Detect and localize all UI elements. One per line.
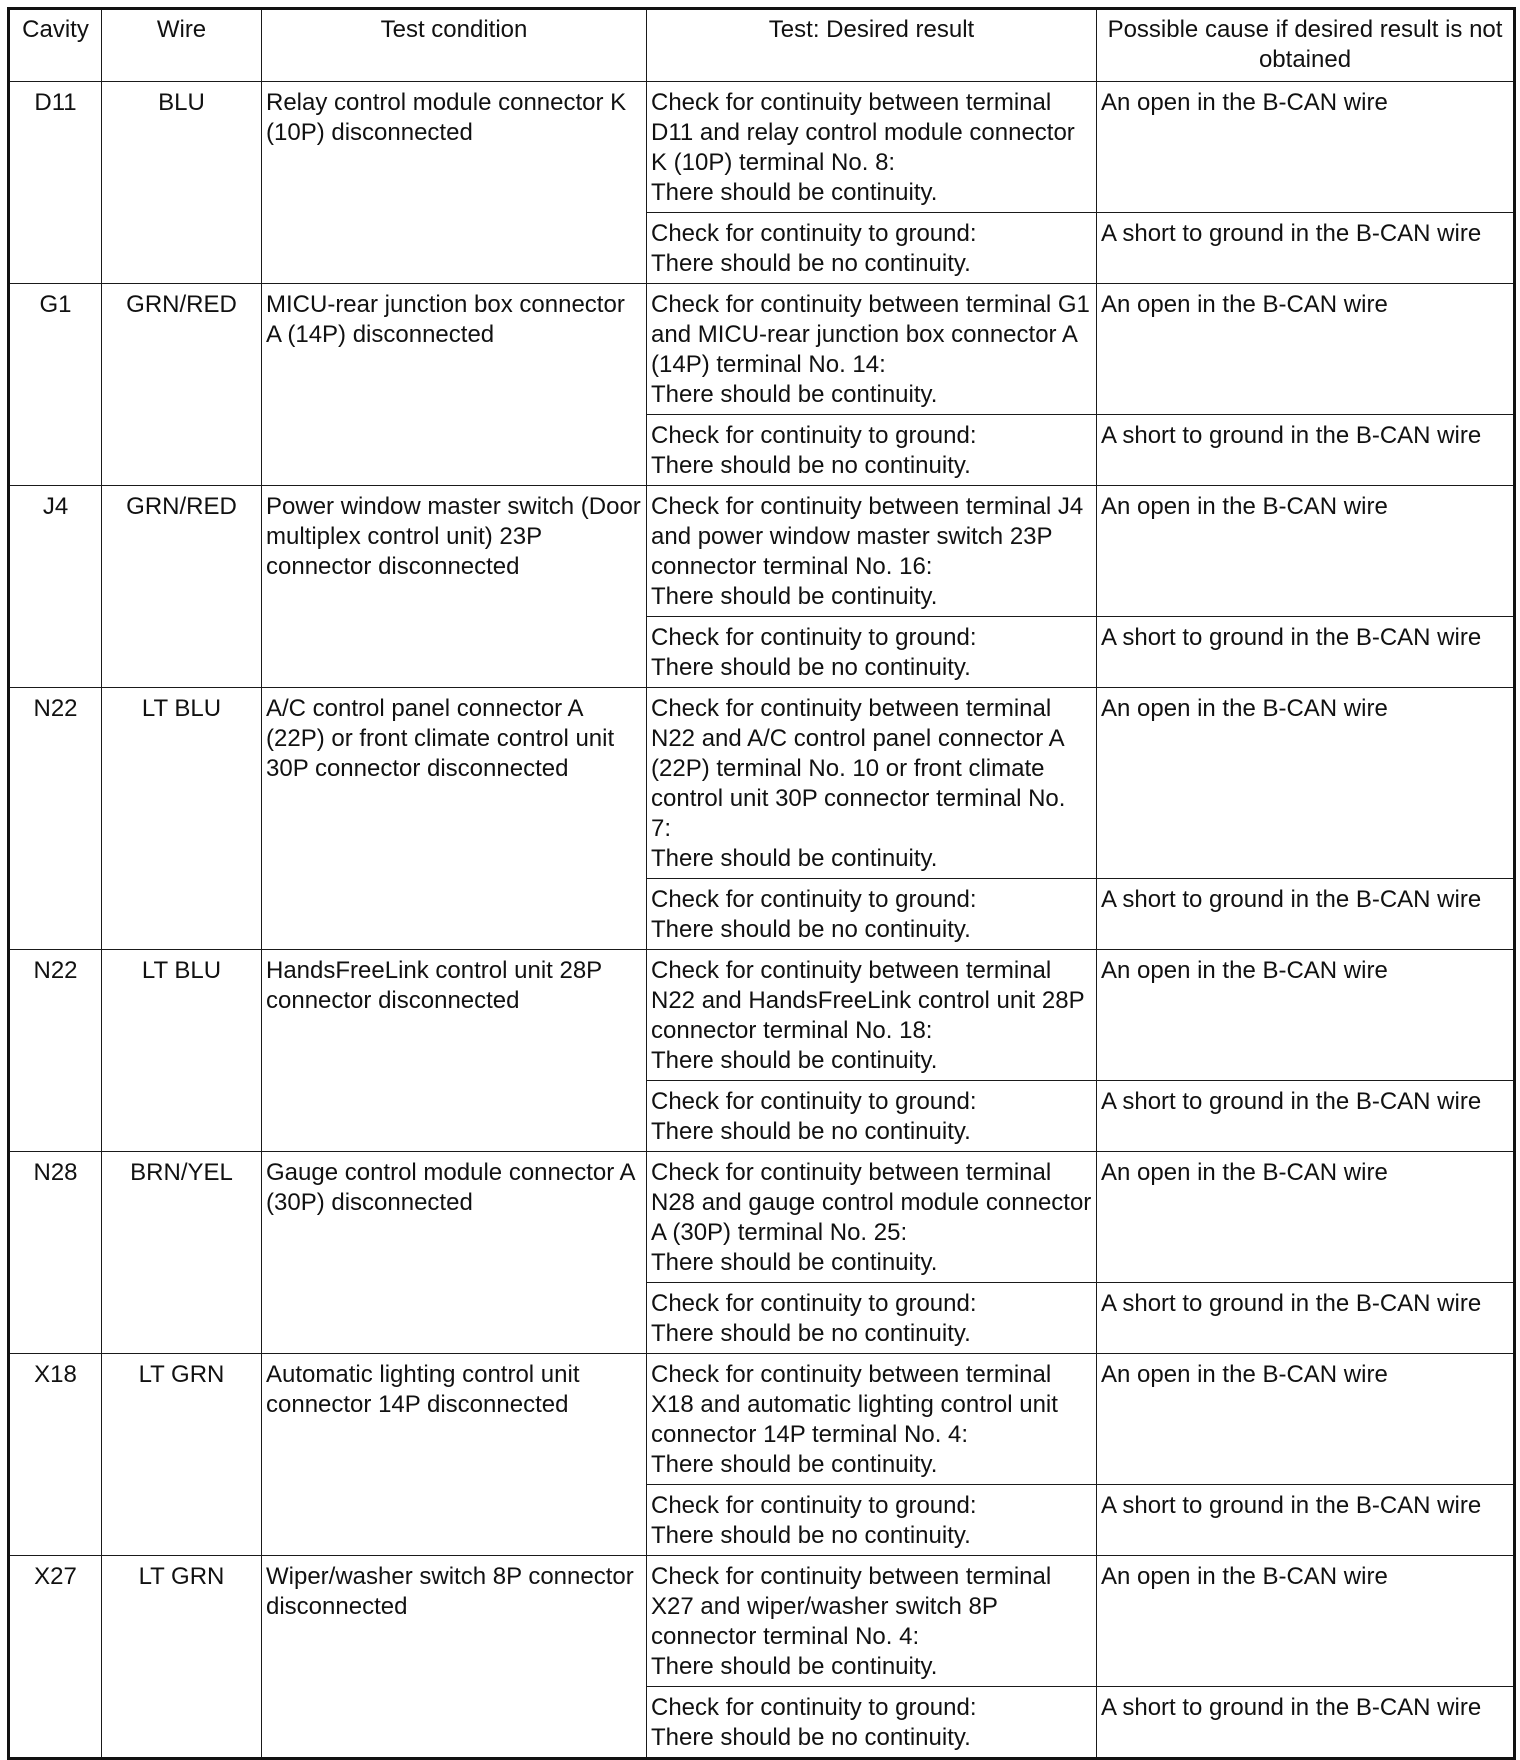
header-test-condition: Test condition (262, 9, 647, 82)
table-row (9, 1354, 1515, 1485)
cavity-cell: N22 (9, 688, 102, 950)
open-cause-cell: An open in the B-CAN wire (1097, 284, 1515, 415)
header-desired-result: Test: Desired result (647, 9, 1097, 82)
table-row (9, 688, 1515, 879)
wire-cell: LT BLU (102, 950, 262, 1152)
wire-cell: BLU (102, 82, 262, 284)
open-cause-cell: An open in the B-CAN wire (1097, 1556, 1515, 1687)
table-row (9, 486, 1515, 617)
test-condition-cell: HandsFreeLink control unit 28P connector disconnected (262, 950, 647, 1152)
cavity-cell: D11 (9, 82, 102, 284)
document-sheet (7, 7, 1513, 1760)
cavity-cell: X27 (9, 1556, 102, 1759)
continuity-result-cell: Check for continuity between terminal X27 and wiper/washer switch 8P connector terminal No. 4: There should be continuity. (647, 1556, 1097, 1687)
wire-cell: BRN/YEL (102, 1152, 262, 1354)
table-row (9, 82, 1515, 213)
open-cause-cell: An open in the B-CAN wire (1097, 1354, 1515, 1485)
continuity-result-cell: Check for continuity between terminal D11 and relay control module connector K (10P) terminal No. 8: There should be continuity. (647, 82, 1097, 213)
cavity-cell: J4 (9, 486, 102, 688)
test-condition-cell: MICU-rear junction box connector A (14P) disconnected (262, 284, 647, 486)
continuity-result-cell: Check for continuity between terminal G1 and MICU-rear junction box connector A (14P) terminal No. 14: There should be continuity. (647, 284, 1097, 415)
open-cause-cell: An open in the B-CAN wire (1097, 688, 1515, 879)
ground-result-cell: Check for continuity to ground: There should be no continuity. (647, 415, 1097, 486)
wire-cell: GRN/RED (102, 486, 262, 688)
wire-cell: LT BLU (102, 688, 262, 950)
cavity-cell: N22 (9, 950, 102, 1152)
ground-result-cell: Check for continuity to ground: There should be no continuity. (647, 1283, 1097, 1354)
continuity-result-cell: Check for continuity between terminal N28 and gauge control module connector A (30P) terminal No. 25: There should be continuity. (647, 1152, 1097, 1283)
table-row (9, 1556, 1515, 1687)
test-condition-cell: Gauge control module connector A (30P) disconnected (262, 1152, 647, 1354)
cavity-cell: G1 (9, 284, 102, 486)
header-wire: Wire (102, 9, 262, 82)
short-cause-cell: A short to ground in the B-CAN wire (1097, 1687, 1515, 1759)
test-condition-cell: A/C control panel connector A (22P) or front climate control unit 30P connector disconnected (262, 688, 647, 950)
continuity-result-cell: Check for continuity between terminal N22 and HandsFreeLink control unit 28P connector terminal No. 18: There should be continuity. (647, 950, 1097, 1081)
test-condition-cell: Wiper/washer switch 8P connector disconnected (262, 1556, 647, 1759)
continuity-result-cell: Check for continuity between terminal X18 and automatic lighting control unit connector 14P terminal No. 4: There should be continuity. (647, 1354, 1097, 1485)
short-cause-cell: A short to ground in the B-CAN wire (1097, 213, 1515, 284)
ground-result-cell: Check for continuity to ground: There should be no continuity. (647, 879, 1097, 950)
continuity-result-cell: Check for continuity between terminal N22 and A/C control panel connector A (22P) terminal No. 10 or front climate control unit 30P connector terminal No. 7: There should be continuity. (647, 688, 1097, 879)
header-cavity: Cavity (9, 9, 102, 82)
header-row (9, 9, 1515, 82)
ground-result-cell: Check for continuity to ground: There should be no continuity. (647, 617, 1097, 688)
short-cause-cell: A short to ground in the B-CAN wire (1097, 1081, 1515, 1152)
open-cause-cell: An open in the B-CAN wire (1097, 486, 1515, 617)
wire-cell: GRN/RED (102, 284, 262, 486)
open-cause-cell: An open in the B-CAN wire (1097, 82, 1515, 213)
wire-cell: LT GRN (102, 1354, 262, 1556)
short-cause-cell: A short to ground in the B-CAN wire (1097, 1283, 1515, 1354)
test-condition-cell: Relay control module connector K (10P) disconnected (262, 82, 647, 284)
open-cause-cell: An open in the B-CAN wire (1097, 1152, 1515, 1283)
short-cause-cell: A short to ground in the B-CAN wire (1097, 415, 1515, 486)
wire-cell: LT GRN (102, 1556, 262, 1759)
short-cause-cell: A short to ground in the B-CAN wire (1097, 879, 1515, 950)
short-cause-cell: A short to ground in the B-CAN wire (1097, 1485, 1515, 1556)
header-possible-cause: Possible cause if desired result is not obtained (1097, 9, 1515, 82)
ground-result-cell: Check for continuity to ground: There should be no continuity. (647, 1687, 1097, 1759)
table-row (9, 950, 1515, 1081)
ground-result-cell: Check for continuity to ground: There should be no continuity. (647, 213, 1097, 284)
test-condition-cell: Automatic lighting control unit connector 14P disconnected (262, 1354, 647, 1556)
ground-result-cell: Check for continuity to ground: There should be no continuity. (647, 1485, 1097, 1556)
test-condition-cell: Power window master switch (Door multiplex control unit) 23P connector disconnected (262, 486, 647, 688)
table-body (9, 82, 1515, 1759)
ground-result-cell: Check for continuity to ground: There should be no continuity. (647, 1081, 1097, 1152)
continuity-test-table (7, 7, 1516, 1760)
table-row (9, 284, 1515, 415)
cavity-cell: X18 (9, 1354, 102, 1556)
open-cause-cell: An open in the B-CAN wire (1097, 950, 1515, 1081)
cavity-cell: N28 (9, 1152, 102, 1354)
short-cause-cell: A short to ground in the B-CAN wire (1097, 617, 1515, 688)
continuity-result-cell: Check for continuity between terminal J4 and power window master switch 23P connector terminal No. 16: There should be continuity. (647, 486, 1097, 617)
table-row (9, 1152, 1515, 1283)
